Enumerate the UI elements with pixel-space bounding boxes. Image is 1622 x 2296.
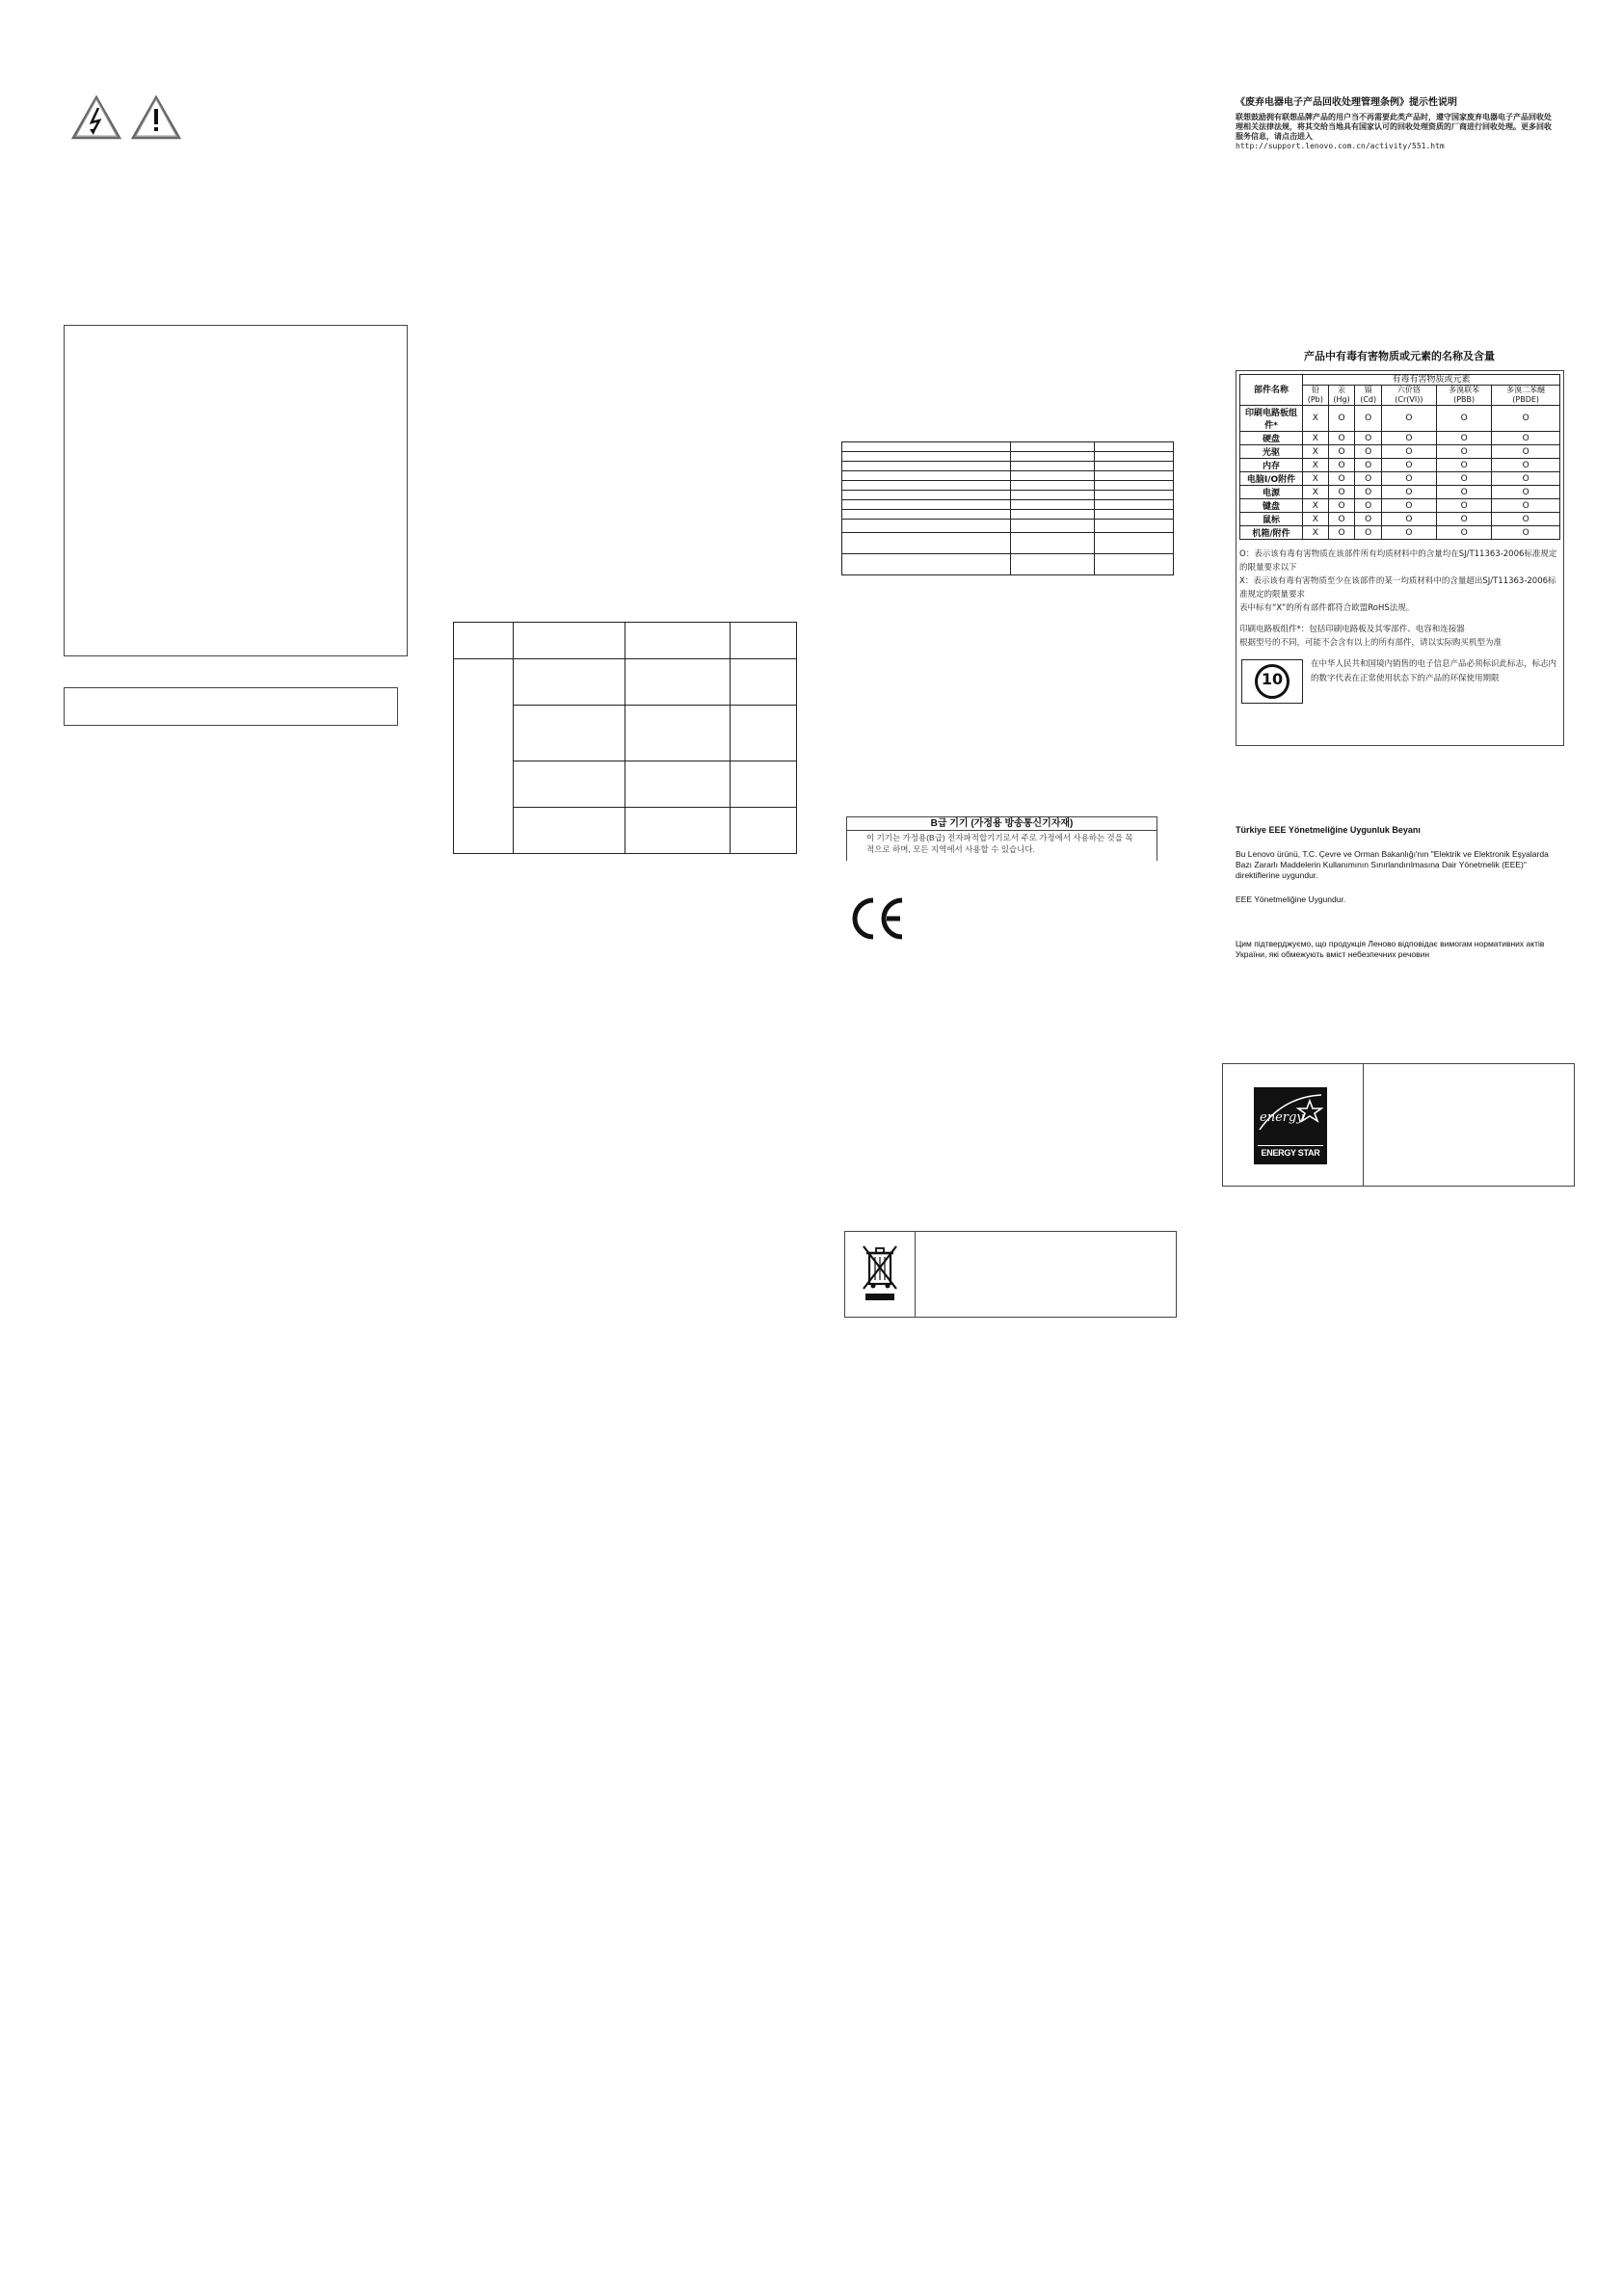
turkey-title: Türkiye EEE Yönetmeliğine Uygunluk Beyanı (1236, 825, 1421, 835)
substance-value-cell: O (1328, 472, 1355, 486)
substance-value-cell: O (1355, 486, 1381, 499)
col-header: 多溴联苯 (PBB) (1436, 386, 1491, 406)
substance-value-cell: O (1492, 486, 1560, 499)
substance-value-cell: O (1381, 406, 1436, 432)
substance-value-cell: O (1328, 432, 1355, 445)
part-name-cell: 电脑I/O附件 (1240, 472, 1303, 486)
substance-value-cell: O (1436, 513, 1491, 526)
hazardous-substances-panel (1236, 370, 1564, 746)
china-recycling-title: 《废弃电器电子产品回收处理管理条例》提示性说明 (1236, 97, 1457, 108)
substance-value-cell: O (1492, 499, 1560, 513)
ce-mark-icon (848, 894, 908, 943)
note-pcb: 印刷电路板组件*：包括印刷电路板及其零部件、电容和连接器 (1239, 625, 1465, 634)
substance-value-cell: O (1381, 472, 1436, 486)
china-recycling-url[interactable]: http://support.lenovo.com.cn/activity/551.htm (1236, 142, 1445, 150)
substance-value-cell: O (1492, 445, 1560, 459)
substance-value-cell: X (1303, 406, 1329, 432)
hazardous-substances-table (1239, 374, 1560, 540)
substance-value-cell: O (1328, 459, 1355, 472)
substance-value-cell: O (1355, 459, 1381, 472)
korea-notice-title: B급 기기 (가정용 방송통신기자재) (847, 817, 1157, 831)
energy-star-box (1222, 1063, 1575, 1187)
empty-grid-table (453, 622, 797, 854)
substance-value-cell: X (1303, 513, 1329, 526)
substance-value-cell: X (1303, 499, 1329, 513)
col-header: 镉(Cd) (1355, 386, 1381, 406)
substance-value-cell: O (1436, 445, 1491, 459)
empty-label-box (64, 687, 398, 726)
col-header: 汞(Hg) (1328, 386, 1355, 406)
empty-notice-box (64, 325, 408, 656)
substance-value-cell: X (1303, 486, 1329, 499)
col-header: 六价铬 (Cr(VI)) (1381, 386, 1436, 406)
substance-value-cell: O (1381, 526, 1436, 540)
turkey-body: Bu Lenovo ürünü, T.C. Çevre ve Orman Bakanlığı'nın "Elektrik ve Elektronik Eşyalarda Bazı Zararlı Maddelerin Kullanımının Sınırlandırılmasına Dair Yönetmelik (EEE)" direktiflerine uygundur. (1236, 849, 1549, 880)
substance-value-cell: O (1381, 499, 1436, 513)
note-o: O：表示该有毒有害物质在该部件所有均质材料中的含量均在SJ/T11363-2006标准规定的限量要求以下 (1239, 549, 1557, 573)
table-row (1240, 445, 1560, 459)
substance-value-cell: O (1436, 499, 1491, 513)
table-row (1240, 472, 1560, 486)
hazardous-substances-title: 产品中有毒有害物质或元素的名称及含量 (1304, 350, 1495, 362)
substance-value-cell: X (1303, 472, 1329, 486)
substance-value-cell: O (1355, 445, 1381, 459)
col-header: 多溴二苯醚 (PBDE) (1492, 386, 1560, 406)
efup-number: 10 (1261, 670, 1284, 688)
energy-star-script: energy (1260, 1110, 1304, 1125)
turkey-conformity: EEE Yönetmeliğine Uygundur. (1236, 894, 1346, 904)
table-row (1240, 486, 1560, 499)
table-row (1240, 459, 1560, 472)
substance-value-cell: O (1492, 406, 1560, 432)
weee-box (844, 1231, 1177, 1318)
substance-value-cell: O (1436, 432, 1491, 445)
efup-text: 在中华人民共和国境内销售的电子信息产品必须标识此标志，标志内的数字代表在正常使用状态下的产品的环保使用期限 (1311, 659, 1557, 683)
substance-value-cell: X (1303, 459, 1329, 472)
korea-notice-body: 이 기기는 가정용(B급) 전자파적합기기로서 주로 가정에서 사용하는 것을 목적으로 하며, 모든 지역에서 사용할 수 있습니다. (866, 833, 1133, 854)
electric-shock-warning-icon (71, 94, 121, 141)
table-row (1240, 526, 1560, 540)
substance-value-cell: O (1328, 406, 1355, 432)
substance-value-cell: O (1492, 432, 1560, 445)
substance-value-cell: O (1328, 526, 1355, 540)
substance-value-cell: O (1492, 526, 1560, 540)
table-row (1240, 406, 1560, 432)
table-row (1240, 432, 1560, 445)
substance-value-cell: O (1436, 486, 1491, 499)
part-name-cell: 印刷电路板组件* (1240, 406, 1303, 432)
note-model: 根据型号的不同，可能不会含有以上的所有部件，请以实际购买机型为准 (1239, 638, 1502, 648)
energy-star-label: ENERGY STAR (1261, 1148, 1320, 1158)
substance-value-cell: O (1381, 432, 1436, 445)
substance-value-cell: O (1492, 513, 1560, 526)
korea-notice (846, 816, 1157, 861)
substance-value-cell: O (1436, 472, 1491, 486)
part-name-cell: 机箱/附件 (1240, 526, 1303, 540)
part-name-cell: 键盘 (1240, 499, 1303, 513)
substances-group-header: 有毒有害物质或元素 (1303, 375, 1560, 386)
substance-value-cell: O (1381, 486, 1436, 499)
part-name-header: 部件名称 (1240, 375, 1303, 406)
substance-value-cell: O (1381, 459, 1436, 472)
china-recycling-notice (1236, 96, 1554, 151)
turkey-eee-notice (1236, 824, 1554, 905)
substance-value-cell: O (1492, 459, 1560, 472)
crossed-out-bin-icon (861, 1243, 899, 1303)
part-name-cell: 光驱 (1240, 445, 1303, 459)
note-x: X：表示该有毒有害物质至少在该部件的某一均质材料中的含量超出SJ/T11363-2006标准规定的限量要求 (1239, 576, 1556, 600)
substance-value-cell: O (1492, 472, 1560, 486)
table-row (1240, 499, 1560, 513)
substance-value-cell: O (1328, 513, 1355, 526)
substance-value-cell: O (1355, 513, 1381, 526)
substance-value-cell: O (1355, 526, 1381, 540)
substance-value-cell: O (1355, 499, 1381, 513)
empty-lines-table (841, 441, 1174, 575)
substance-value-cell: O (1328, 499, 1355, 513)
substance-value-cell: O (1328, 445, 1355, 459)
substance-value-cell: X (1303, 526, 1329, 540)
substance-value-cell: O (1436, 526, 1491, 540)
part-name-cell: 电源 (1240, 486, 1303, 499)
part-name-cell: 鼠标 (1240, 513, 1303, 526)
substance-value-cell: X (1303, 432, 1329, 445)
substance-value-cell: O (1436, 406, 1491, 432)
china-recycling-body: 联想鼓励拥有联想品牌产品的用户当不再需要此类产品时，遵守国家废弃电器电子产品回收处理相关法律法规，将其交给当地具有国家认可的回收处理资质的厂商进行回收处理。更多回收服务信息，请点击进入 (1236, 113, 1552, 141)
ukraine-notice: Цим підтверджуємо, що продукція Леново відповідає вимогам нормативних актів України, які обмежують вміст небезпечних речовин (1236, 939, 1545, 959)
energy-star-logo-icon (1254, 1087, 1327, 1164)
caution-warning-icon (131, 94, 181, 141)
table-row (1240, 513, 1560, 526)
substance-value-cell: O (1381, 445, 1436, 459)
note-rohs: 表中标有“X”的所有部件都符合欧盟RoHS法规。 (1239, 603, 1415, 613)
warning-icons (71, 94, 187, 143)
substance-value-cell: X (1303, 445, 1329, 459)
substance-value-cell: O (1355, 432, 1381, 445)
substance-value-cell: O (1436, 459, 1491, 472)
substance-value-cell: O (1355, 472, 1381, 486)
china-rohs-10-year-icon (1241, 659, 1303, 704)
substance-value-cell: O (1355, 406, 1381, 432)
part-name-cell: 硬盘 (1240, 432, 1303, 445)
substance-value-cell: O (1381, 513, 1436, 526)
col-header: 铅(Pb) (1303, 386, 1329, 406)
part-name-cell: 内存 (1240, 459, 1303, 472)
substance-value-cell: O (1328, 486, 1355, 499)
